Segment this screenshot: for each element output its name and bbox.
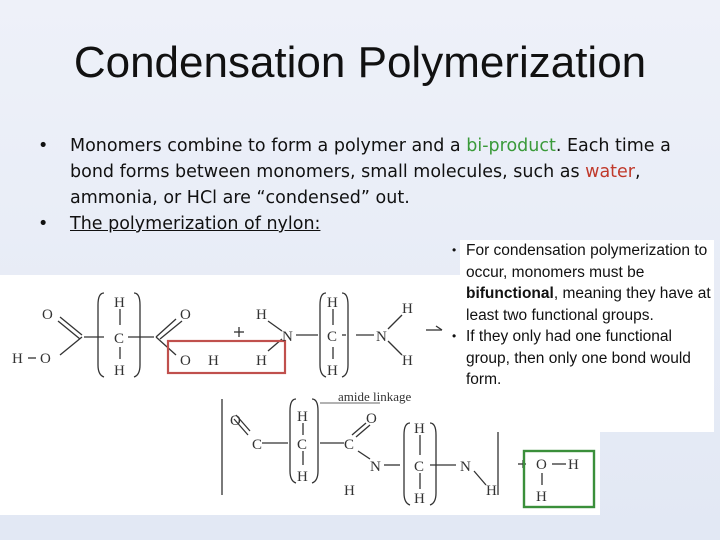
bullet-nylon xyxy=(38,211,708,237)
bullet-text: . Each time a bond forms between monomers, small molecules, such as xyxy=(70,136,671,182)
svg-text:N: N xyxy=(460,459,471,475)
svg-text:H: H xyxy=(256,353,267,369)
side-note-list xyxy=(452,240,714,391)
note-text: , meaning they have at least two functional groups. xyxy=(466,285,711,324)
svg-text:H: H xyxy=(114,363,125,379)
bullet-monomers xyxy=(38,133,708,211)
svg-text:H: H xyxy=(536,489,547,505)
water-term: water xyxy=(585,162,636,182)
svg-text:O: O xyxy=(180,307,191,323)
svg-text:O: O xyxy=(40,351,51,367)
svg-text:C: C xyxy=(327,329,338,345)
svg-text:C: C xyxy=(252,437,263,453)
svg-text:O: O xyxy=(536,457,547,473)
svg-text:H: H xyxy=(297,409,308,425)
nylon-heading: The polymerization of nylon: xyxy=(70,214,321,234)
svg-text:H: H xyxy=(327,295,338,311)
svg-text:C: C xyxy=(414,459,425,475)
svg-text:O: O xyxy=(180,353,191,369)
svg-text:N: N xyxy=(376,329,387,345)
bullet-text: , ammonia, or HCl are “condensed” out. xyxy=(70,162,641,208)
slide-title: Condensation Polymerization xyxy=(73,38,647,87)
svg-text:H: H xyxy=(327,363,338,379)
svg-text:H: H xyxy=(344,483,355,499)
svg-text:H: H xyxy=(402,353,413,369)
svg-text:O: O xyxy=(230,413,241,429)
svg-text:H: H xyxy=(414,421,425,437)
amide-linkage-label: amide linkage xyxy=(338,389,412,404)
side-note-one-group: • If they only had one functional group, then only one bond would form. xyxy=(452,326,714,391)
water-byproduct-highlight xyxy=(524,451,594,507)
svg-text:H: H xyxy=(114,295,125,311)
side-note-bifunctional xyxy=(452,240,714,326)
svg-text:H: H xyxy=(12,351,23,367)
svg-text:N: N xyxy=(370,459,381,475)
main-bullet-list xyxy=(38,133,708,237)
svg-text:O: O xyxy=(366,411,377,427)
svg-text:H: H xyxy=(208,353,219,369)
note-text: For condensation polymerization to occur, monomers must be xyxy=(466,242,708,281)
svg-text:N: N xyxy=(282,329,293,345)
svg-text:O: O xyxy=(42,307,53,323)
svg-text:C: C xyxy=(297,437,308,453)
bifunctional-term: bifunctional xyxy=(466,285,554,302)
bi-product-term: bi-product xyxy=(466,136,556,156)
svg-text:C: C xyxy=(114,331,125,347)
svg-text:H: H xyxy=(486,483,497,499)
svg-text:H: H xyxy=(414,491,425,507)
svg-text:C: C xyxy=(344,437,355,453)
bullet-text: Monomers combine to form a polymer and a xyxy=(70,136,467,156)
svg-text:H: H xyxy=(256,307,267,323)
svg-text:H: H xyxy=(297,469,308,485)
svg-text:H: H xyxy=(568,457,579,473)
svg-text:H: H xyxy=(402,301,413,317)
